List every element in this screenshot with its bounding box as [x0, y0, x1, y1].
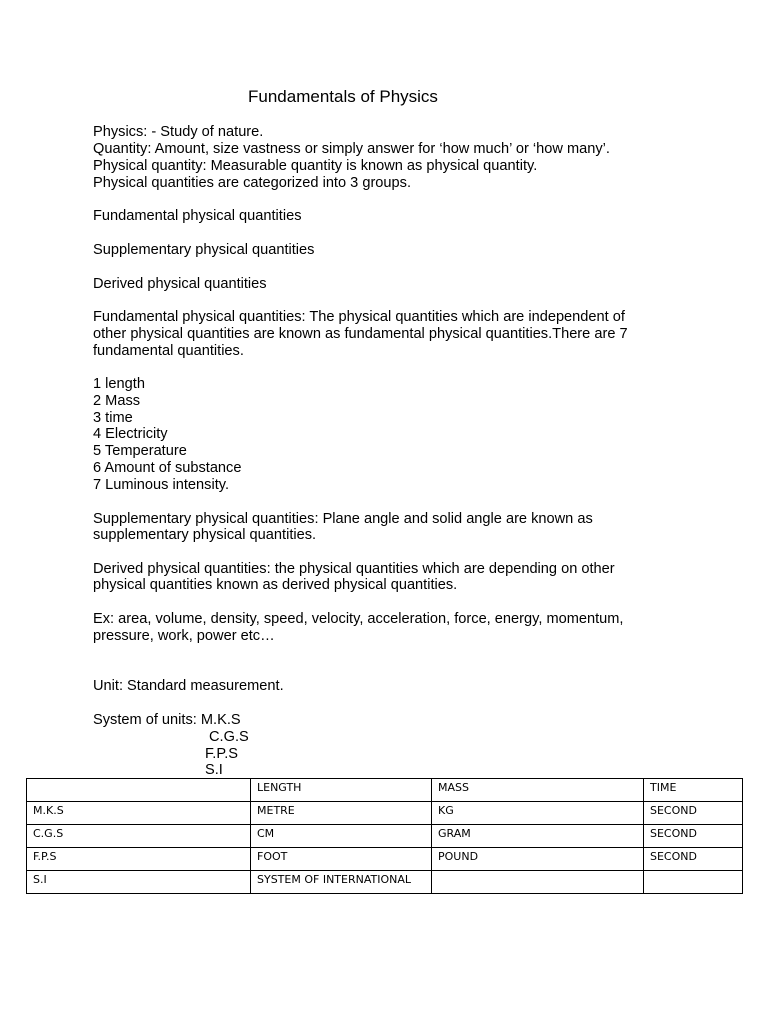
table-cell: GRAM [432, 825, 644, 848]
fundamental-list-item: 2 Mass [93, 393, 141, 409]
supplementary-definition-line: Supplementary physical quantities: Plane angle and solid angle are known as [93, 511, 593, 527]
group-item: Supplementary physical quantities [93, 242, 315, 258]
fundamental-list-item: 3 time [93, 410, 133, 426]
system-item: F.P.S [205, 746, 238, 762]
table-header-cell: TIME [644, 779, 743, 802]
derived-definition-line: Derived physical quantities: the physical quantities which are depending on other [93, 561, 615, 577]
derived-definition-line: physical quantities known as derived physical quantities. [93, 577, 458, 593]
table-header-cell: MASS [432, 779, 644, 802]
fundamental-definition-line: other physical quantities are known as fundamental physical quantities.There are 7 [93, 326, 628, 342]
table-cell: METRE [251, 802, 432, 825]
document-title: Fundamentals of Physics [248, 87, 438, 106]
table-cell: POUND [432, 848, 644, 871]
intro-line: Physics: - Study of nature. [93, 124, 264, 140]
intro-line: Physical quantity: Measurable quantity is known as physical quantity. [93, 158, 538, 174]
fundamental-list-item: 5 Temperature [93, 443, 187, 459]
unit-definition: Unit: Standard measurement. [93, 678, 284, 694]
table-header-cell: LENGTH [251, 779, 432, 802]
fundamental-list-item: 1 length [93, 376, 145, 392]
table-cell [432, 871, 644, 894]
table-cell: SYSTEM OF INTERNATIONAL [251, 871, 432, 894]
supplementary-definition-line: supplementary physical quantities. [93, 527, 317, 543]
table-cell: S.I [27, 871, 251, 894]
table-cell: CM [251, 825, 432, 848]
table-cell: KG [432, 802, 644, 825]
system-item: C.G.S [209, 729, 249, 745]
examples-line: Ex: area, volume, density, speed, velocity, acceleration, force, energy, momentum, [93, 611, 624, 627]
table-row [27, 871, 743, 894]
table-cell: SECOND [644, 825, 743, 848]
table-header-cell [27, 779, 251, 802]
fundamental-definition-line: fundamental quantities. [93, 343, 244, 359]
system-item: S.I [205, 762, 223, 778]
group-item: Derived physical quantities [93, 276, 267, 292]
group-item: Fundamental physical quantities [93, 208, 302, 224]
table-cell [644, 871, 743, 894]
table-row [27, 825, 743, 848]
intro-line: Physical quantities are categorized into 3 groups. [93, 175, 412, 191]
examples-line: pressure, work, power etc… [93, 628, 275, 644]
table-row [27, 802, 743, 825]
table-cell: M.K.S [27, 802, 251, 825]
fundamental-list-item: 4 Electricity [93, 426, 168, 442]
table-header-row [27, 779, 743, 802]
table-cell: C.G.S [27, 825, 251, 848]
table-row [27, 848, 743, 871]
table-cell: F.P.S [27, 848, 251, 871]
units-table [26, 778, 743, 894]
table-cell: SECOND [644, 802, 743, 825]
fundamental-list-item: 6 Amount of substance [93, 460, 242, 476]
table-cell: FOOT [251, 848, 432, 871]
systems-label: System of units: M.K.S [93, 712, 241, 728]
fundamental-definition-line: Fundamental physical quantities: The physical quantities which are independent of [93, 309, 625, 325]
fundamental-list-item: 7 Luminous intensity. [93, 477, 230, 493]
intro-line: Quantity: Amount, size vastness or simply answer for ‘how much’ or ‘how many’. [93, 141, 610, 157]
table-cell: SECOND [644, 848, 743, 871]
